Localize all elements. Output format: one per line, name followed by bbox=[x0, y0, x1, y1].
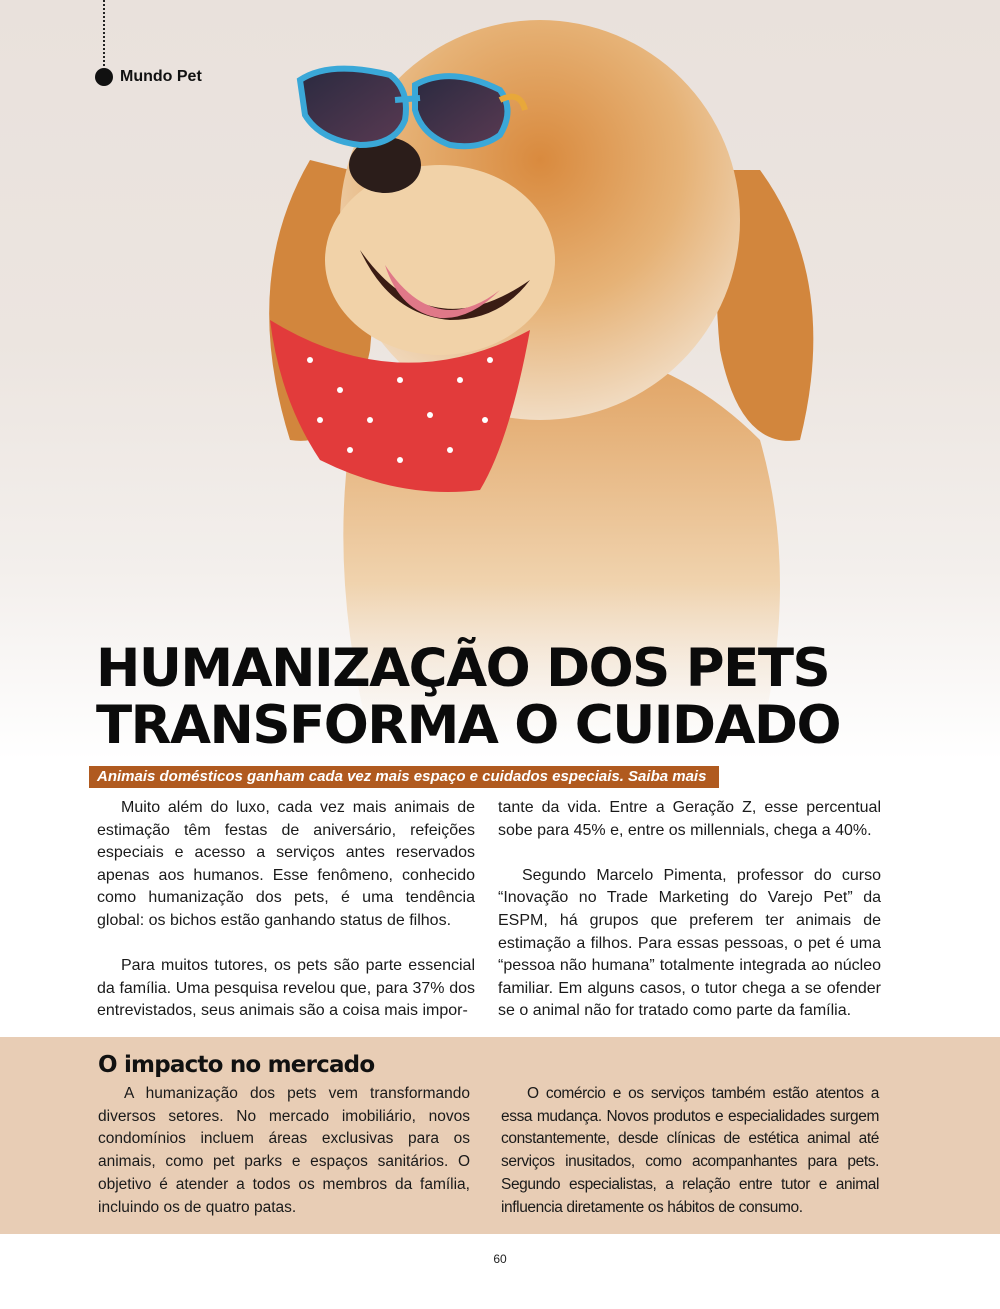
title-line-1: HUMANIZAÇÃO DOS PETS bbox=[96, 638, 830, 699]
box-column-2 bbox=[501, 1083, 879, 1219]
body-column-1 bbox=[97, 797, 475, 1023]
body-paragraph: Para muitos tutores, os pets são parte essencial da família. Uma pesquisa revelou que, para 37% dos entrevistados, seus animais são a coisa mais impor- bbox=[97, 957, 475, 1020]
article-title bbox=[96, 640, 976, 754]
dog-illustration bbox=[200, 20, 920, 740]
dotted-rule bbox=[103, 0, 105, 66]
body-paragraph: Muito além do luxo, cada vez mais animais de estimação têm festas de aniversário, refeições especiais e acesso a serviços antes reservados apenas aos humanos. Esse fenômeno, conhecido como humanização dos pets, é uma tendência global: os bichos estão ganhando status de filhos. bbox=[97, 799, 475, 929]
article-subtitle: Animais domésticos ganham cada vez mais espaço e cuidados especiais. Saiba mais bbox=[97, 768, 707, 785]
title-line-2: TRANSFORMA O CUIDADO bbox=[96, 695, 841, 756]
body-column-2 bbox=[498, 797, 881, 1023]
box-paragraph: O comércio e os serviços também estão atentos a essa mudança. Novos produtos e especialidades surgem constantemente, desde clínicas de estética animal até serviços inusitados, como acompanhantes para pets. Segundo especialistas, a relação entre tutor e animal influencia diretamente os hábitos de consumo. bbox=[501, 1085, 879, 1216]
box-paragraph: A humanização dos pets vem transformando diversos setores. No mercado imobiliário, novos condomínios incluem áreas exclusivas para os animais, como pet parks e espaços sanitários. O objetivo é atender a todos os membros da família, incluindo os de quatro patas. bbox=[98, 1085, 470, 1216]
page-number: 60 bbox=[493, 1252, 507, 1266]
section-label: Mundo Pet bbox=[120, 68, 202, 85]
bullet-icon bbox=[95, 68, 113, 86]
box-title: O impacto no mercado bbox=[98, 1052, 375, 1078]
body-paragraph: tante da vida. Entre a Geração Z, esse percentual sobe para 45% e, entre os millennials, chega a 40%. bbox=[498, 799, 881, 839]
body-paragraph: Segundo Marcelo Pimenta, professor do curso “Inovação no Trade Marketing do Varejo Pet” da ESPM, há grupos que preferem ter animais de estimação a filhos. Para essas pessoas, o pet é uma “pessoa não humana” totalmente integrada ao núcleo familiar. Em alguns casos, o tutor chega a se ofender se o animal não for tratado como parte da família. bbox=[498, 866, 881, 1020]
box-column-1 bbox=[98, 1083, 470, 1219]
